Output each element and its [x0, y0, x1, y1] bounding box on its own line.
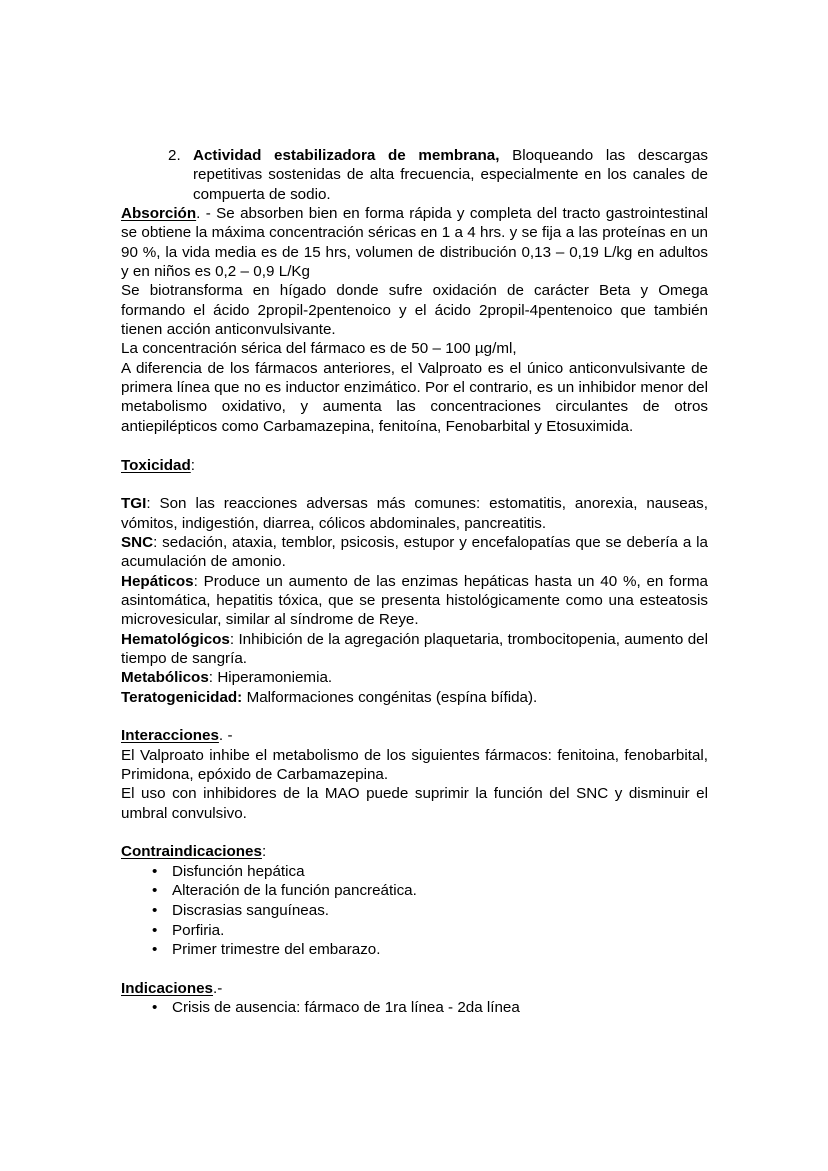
- bullet-icon: •: [152, 999, 158, 1017]
- toxicidad-entry-text: Malformaciones congénitas (espína bífida).: [246, 688, 538, 706]
- toxicidad-heading: Toxicidad: [121, 456, 191, 474]
- toxicidad-entry-text: sedación, ataxia, temblor, psicosis, estupor y encefalopatías que se debería a la acumulación de amonio.: [121, 533, 708, 571]
- toxicidad-entry-text: Son las reacciones adversas más comunes: estomatitis, anorexia, nauseas, vómitos, indigestión, diarrea, cólicos abdominales, pancreatitis.: [121, 495, 708, 532]
- spacer: [121, 707, 708, 726]
- indicaciones-list: [121, 998, 708, 1018]
- list-item: [121, 940, 708, 960]
- toxicidad-entry-hepaticos: [121, 572, 708, 630]
- toxicidad-entry-text: Inhibición de la agregación plaquetaria, trombocitopenia, aumento del tiempo de sangría.: [121, 630, 708, 667]
- toxicidad-entry-label-suffix: :: [208, 669, 218, 687]
- toxicidad-entry-text: Hiperamoniemia.: [217, 669, 333, 687]
- list-item: [121, 862, 708, 882]
- contraindicaciones-list: [121, 862, 708, 960]
- toxicidad-entry-label-suffix: :: [193, 572, 204, 590]
- list-item: [121, 881, 708, 901]
- toxicidad-heading-suffix: :: [190, 456, 195, 474]
- numbered-list-item-2: [121, 146, 708, 204]
- spacer: [121, 436, 708, 455]
- list-number: 2.: [168, 147, 181, 164]
- indicaciones-heading-suffix: .-: [213, 980, 223, 998]
- toxicidad-entry-tgi: [121, 494, 708, 533]
- toxicidad-heading-line: [121, 456, 708, 475]
- absorcion-heading-suffix: . -: [196, 205, 217, 223]
- spacer: [121, 960, 708, 979]
- list-item: [121, 998, 708, 1018]
- indicaciones-heading: Indicaciones: [121, 980, 214, 998]
- list-item-text: Porfiria.: [172, 921, 225, 939]
- toxicidad-entry-label: Teratogenicidad:: [121, 688, 243, 706]
- toxicidad-entry-teratogenicidad: [121, 688, 708, 707]
- contraindicaciones-heading-line: [121, 842, 708, 861]
- toxicidad-entry-hematologicos: [121, 630, 708, 669]
- toxicidad-entry-label: TGI: [121, 495, 147, 513]
- spacer: [121, 823, 708, 842]
- absorcion-body: Se absorben bien en forma rápida y completa del tracto gastrointestinal se obtiene la máxima concentración séricas en 1 a 4 hrs. y se fija a las proteínas en un 90 %, la vida media es de 15 hrs, volumen de distribución 0,13 – 0,19 L/kg en adultos y en niños es 0,2 – 0,9 L/Kg: [121, 205, 708, 281]
- bullet-icon: •: [152, 882, 158, 900]
- numbered-item-body: Bloqueando las descargas repetitivas sostenidas de alta frecuencia, especialmente en los canales de compuerta de sodio.: [193, 147, 708, 203]
- absorcion-heading: Absorción: [121, 205, 197, 223]
- list-item-text: Discrasias sanguíneas.: [172, 901, 330, 919]
- bullet-icon: •: [152, 862, 158, 880]
- toxicidad-entry-label-suffix: :: [229, 630, 239, 648]
- toxicidad-entry-label: Hepáticos: [121, 572, 194, 590]
- list-item-text: Alteración de la función pancreática.: [172, 882, 417, 900]
- interacciones-heading-line: [121, 726, 708, 745]
- interacciones-paragraph-2: El uso con inhibidores de la MAO puede suprimir la función del SNC y disminuir el umbral convulsivo.: [121, 785, 708, 822]
- toxicidad-entry-metabolicos: [121, 668, 708, 687]
- bullet-icon: •: [152, 901, 158, 919]
- list-item-text: Crisis de ausencia: fármaco de 1ra línea - 2da línea: [172, 999, 520, 1017]
- bullet-icon: •: [152, 921, 158, 939]
- toxicidad-entry-label: Hematológicos: [121, 630, 230, 648]
- numbered-item-heading: Actividad estabilizadora de membrana,: [193, 147, 500, 164]
- absorcion-paragraph: [121, 204, 708, 281]
- list-item-text: Disfunción hepática: [172, 862, 305, 880]
- document-content: [121, 146, 708, 1018]
- spacer: [121, 475, 708, 494]
- contraindicaciones-heading-suffix: :: [261, 843, 267, 861]
- biotransformacion-paragraph: Se biotransforma en hígado donde sufre oxidación de carácter Beta y Omega formando el ácido 2propil-2pentenoico y el ácido 2propil-4pentenoico que también tienen acción anticonvulsivante.: [121, 282, 708, 339]
- concentracion-serica-paragraph: La concentración sérica del fármaco es de 50 – 100 µg/ml,: [121, 340, 517, 358]
- toxicidad-entry-label: Metabólicos: [121, 669, 209, 687]
- diferencia-farmacos-paragraph: A diferencia de los fármacos anteriores, el Valproato es el único anticonvulsivante de primera línea que no es inductor enzimático. Por el contrario, es un inhibidor menor del metabolismo oxidativo, y aumenta las concentraciones circulantes de otros antiepilépticos como Carbamazepina, fenitoína, Fenobarbital y Etosuximida.: [121, 359, 708, 435]
- toxicidad-entry-snc: [121, 533, 708, 572]
- list-item: [121, 901, 708, 921]
- interacciones-heading: Interacciones: [121, 727, 219, 745]
- indicaciones-heading-line: [121, 979, 708, 998]
- toxicidad-entry-label: SNC: [121, 533, 154, 551]
- list-item: [121, 921, 708, 941]
- toxicidad-entry-label-suffix: :: [153, 533, 163, 551]
- interacciones-paragraph-1: El Valproato inhibe el metabolismo de los siguientes fármacos: fenitoina, fenobarbital, Primidona, epóxido de Carbamazepina.: [121, 746, 708, 783]
- list-item-text: Primer trimestre del embarazo.: [172, 941, 381, 959]
- interacciones-heading-suffix: . -: [218, 727, 233, 745]
- toxicidad-entry-label-suffix: :: [146, 495, 160, 513]
- contraindicaciones-heading: Contraindicaciones: [121, 843, 262, 861]
- bullet-icon: •: [152, 941, 158, 959]
- toxicidad-entry-text: Produce un aumento de las enzimas hepáticas hasta un 40 %, en forma asintomática, hepatitis tóxica, que se presenta histológicamente como una esteatosis microvesicular, similar al síndrome de Reye.: [121, 572, 709, 629]
